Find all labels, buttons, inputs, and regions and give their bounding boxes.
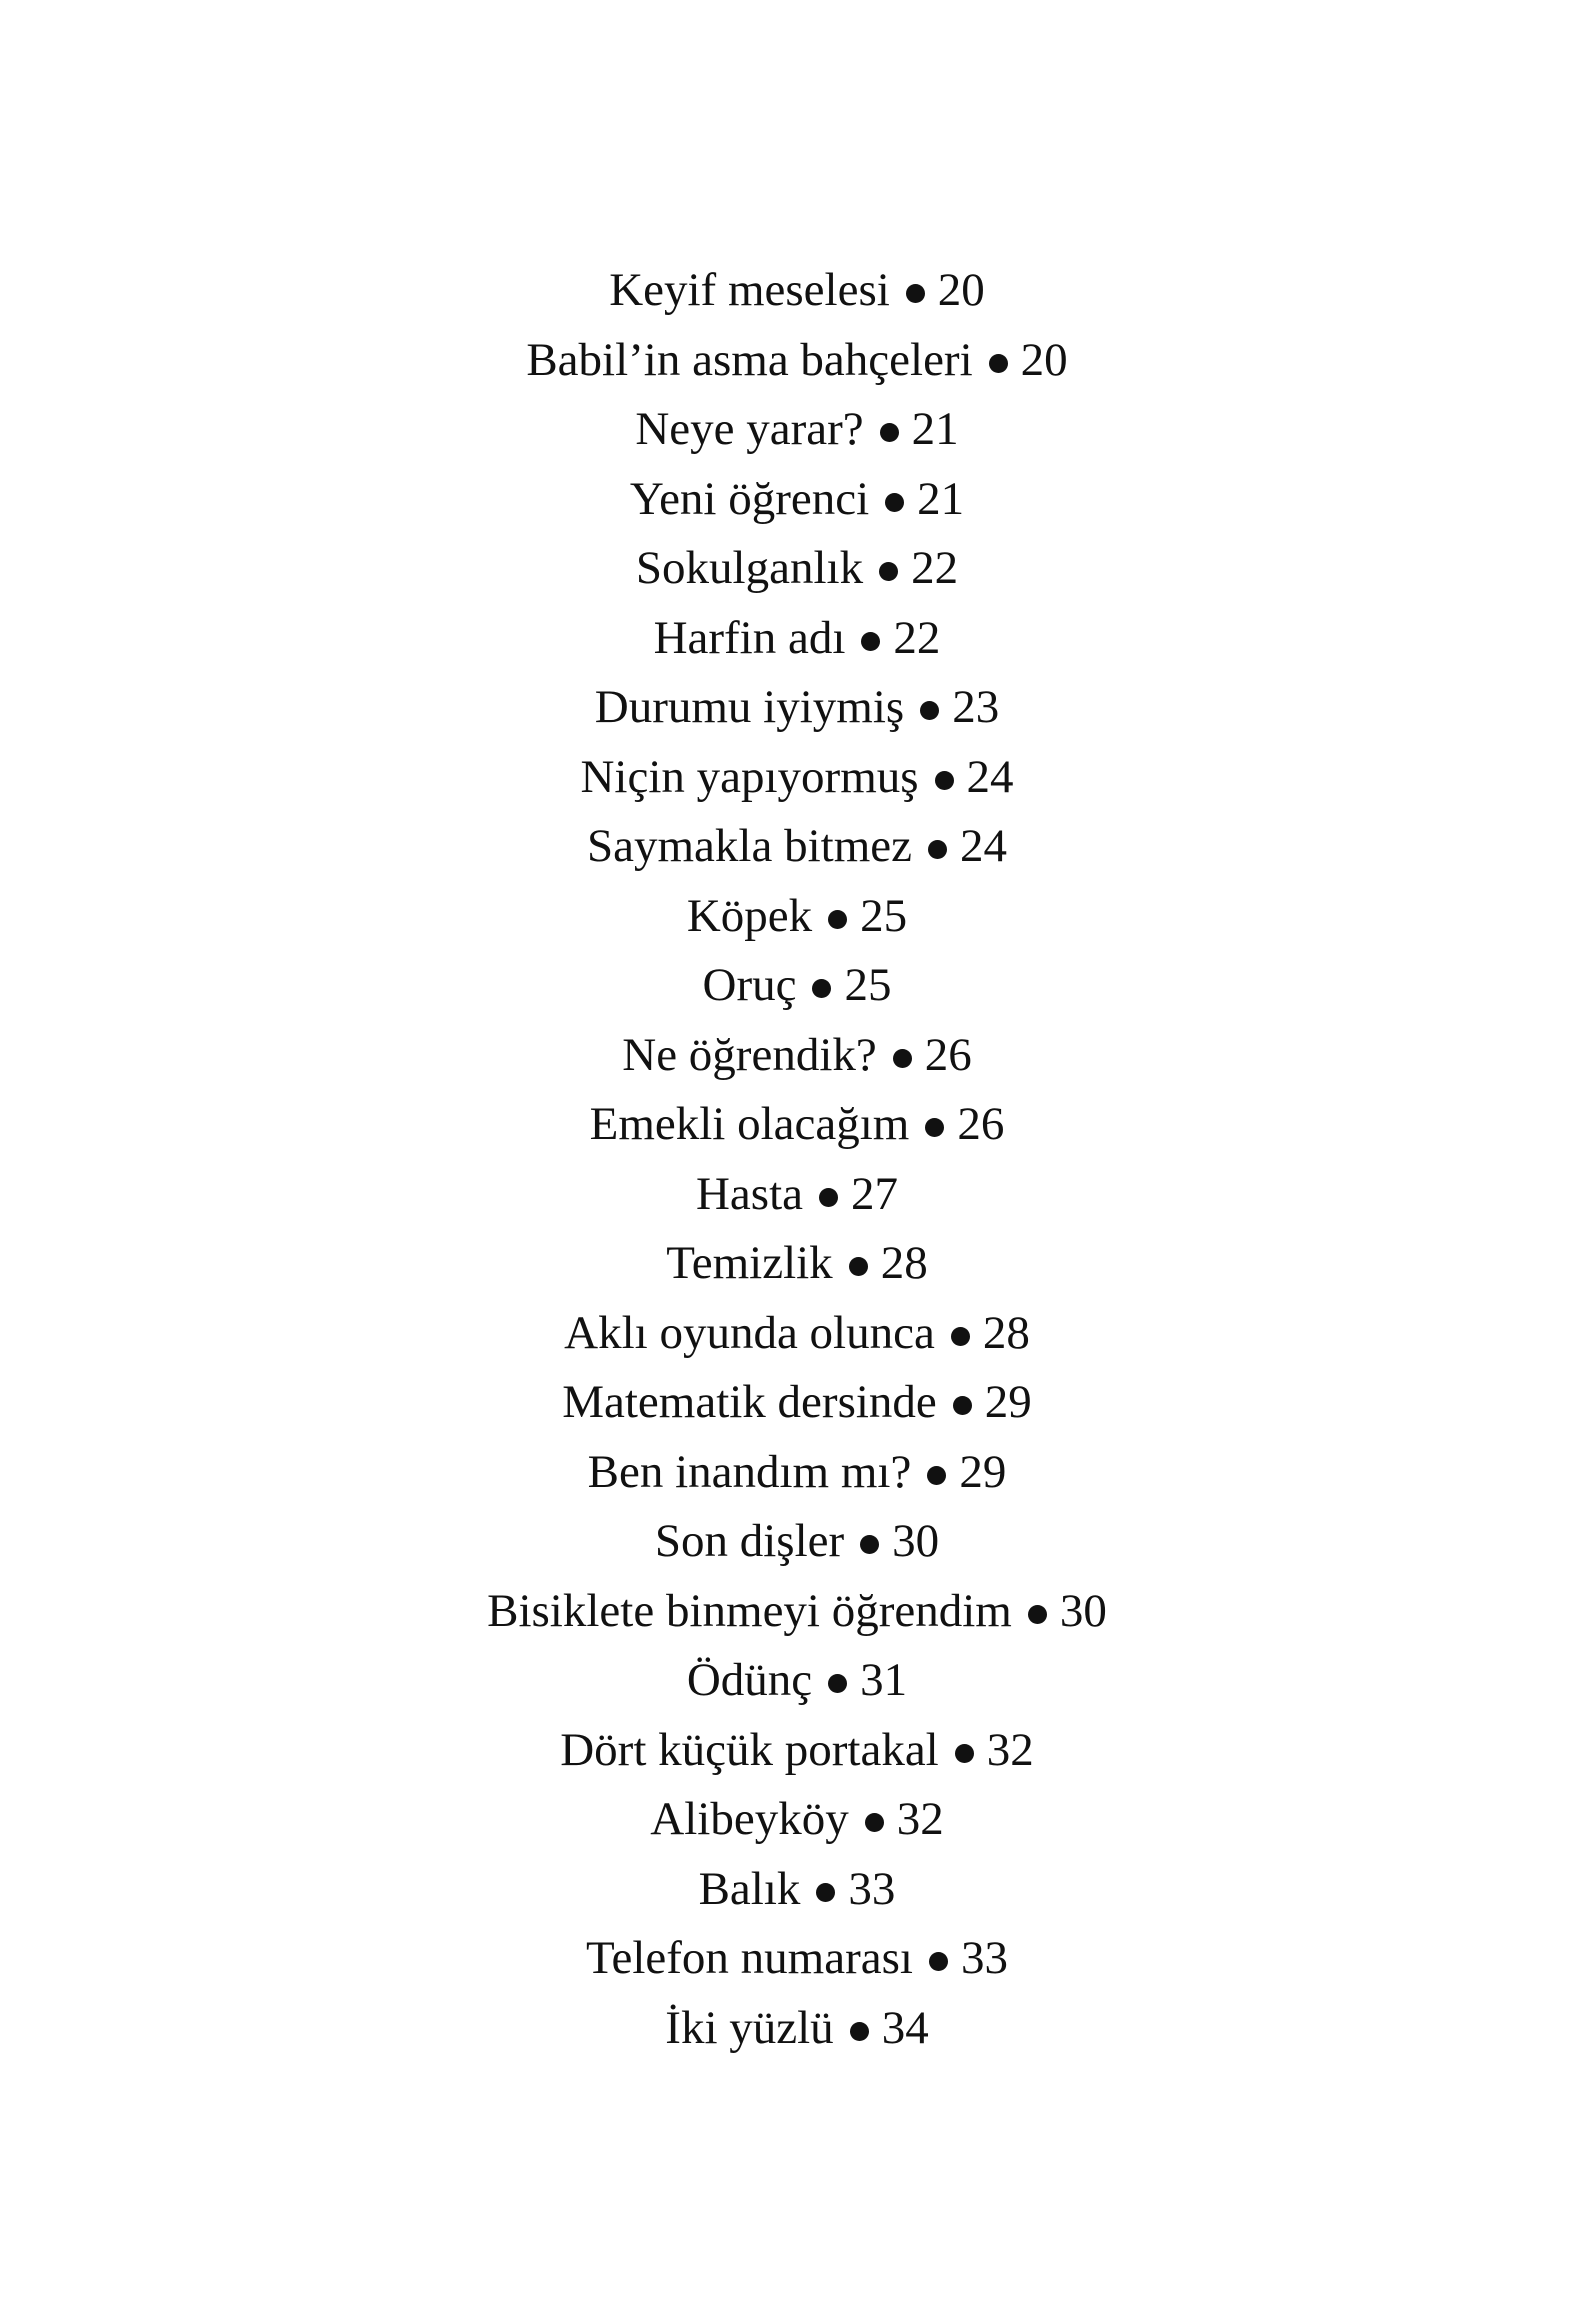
toc-entry-page-number: 22: [911, 542, 959, 594]
toc-entry: [0, 1785, 1594, 1855]
bullet-dot-icon: [816, 1883, 835, 1902]
toc-entry-title: Harfin adı: [653, 611, 846, 664]
toc-entry-title: Ödünç: [686, 1654, 813, 1706]
bullet-dot-icon: [880, 423, 899, 442]
toc-entry-title: Durumu iyiymiş: [594, 681, 905, 733]
toc-entry: [0, 326, 1594, 396]
toc-entry-title: Neye yarar?: [635, 403, 864, 455]
toc-entry-title: Keyif meselesi: [609, 264, 890, 316]
toc-entry-title: Balık: [698, 1862, 801, 1915]
toc-entry-page-number: 28: [982, 1306, 1030, 1359]
toc-entry-title: Babil’in asma bahçeleri: [526, 333, 973, 386]
toc-entry-page-number: 24: [966, 750, 1014, 803]
toc-entry-page-number: 26: [957, 1098, 1005, 1150]
toc-entry: [0, 1368, 1594, 1438]
toc-entry-page-number: 31: [860, 1654, 908, 1706]
toc-entry-page-number: 22: [893, 611, 941, 664]
toc-entry-title: Temizlik: [666, 1237, 833, 1289]
toc-entry: [0, 1438, 1594, 1508]
toc-entry-title: İki yüzlü: [665, 2001, 834, 2054]
toc-entry: [0, 1299, 1594, 1369]
bullet-dot-icon: [955, 1744, 974, 1763]
toc-entry-page-number: 33: [960, 1932, 1008, 1984]
toc-entry-page-number: 29: [984, 1376, 1032, 1428]
toc-entry-page-number: 24: [959, 820, 1007, 872]
bullet-dot-icon: [953, 1396, 972, 1415]
toc-entry-title: Sokulganlık: [635, 542, 864, 594]
toc-entry-title: Matematik dersinde: [562, 1376, 937, 1428]
toc-entry-page-number: 34: [881, 2001, 929, 2054]
toc-entry: [0, 1507, 1594, 1577]
table-of-contents: [0, 256, 1594, 2063]
toc-entry: [0, 1577, 1594, 1647]
toc-entry: [0, 1716, 1594, 1786]
toc-entry-title: Son dişler: [654, 1515, 845, 1567]
toc-entry: [0, 1021, 1594, 1091]
toc-entry-page-number: 29: [959, 1445, 1007, 1498]
toc-entry-title: Bisiklete binmeyi öğrendim: [487, 1584, 1012, 1637]
bullet-dot-icon: [860, 1535, 879, 1554]
toc-entry-page-number: 20: [937, 264, 985, 316]
bullet-dot-icon: [879, 562, 898, 581]
toc-entry-page-number: 23: [952, 681, 1000, 733]
bullet-dot-icon: [928, 840, 947, 859]
toc-entry-title: Aklı oyunda olunca: [564, 1306, 935, 1359]
toc-entry: [0, 1855, 1594, 1925]
toc-entry-page-number: 25: [844, 959, 892, 1011]
toc-entry-title: Oruç: [702, 959, 797, 1011]
toc-entry-title: Niçin yapıyormuş: [580, 750, 919, 803]
bullet-dot-icon: [885, 493, 904, 512]
toc-entry-title: Saymakla bitmez: [587, 820, 912, 872]
bullet-dot-icon: [819, 1188, 838, 1207]
toc-entry-title: Alibeyköy: [650, 1793, 849, 1845]
toc-entry-page-number: 25: [860, 889, 908, 942]
bullet-dot-icon: [828, 1674, 847, 1693]
bullet-dot-icon: [925, 1118, 944, 1137]
toc-entry-page-number: 33: [848, 1862, 896, 1915]
bullet-dot-icon: [920, 701, 939, 720]
toc-entry: [0, 1160, 1594, 1230]
bullet-dot-icon: [906, 284, 925, 303]
toc-entry: [0, 1924, 1594, 1994]
toc-entry: [0, 951, 1594, 1021]
toc-entry-title: Yeni öğrenci: [629, 472, 870, 525]
toc-entry: [0, 1090, 1594, 1160]
toc-entry-page-number: 30: [1059, 1584, 1107, 1637]
bullet-dot-icon: [849, 1257, 868, 1276]
toc-entry-page-number: 26: [924, 1028, 972, 1081]
toc-entry-page-number: 21: [911, 403, 959, 455]
toc-entry: [0, 673, 1594, 743]
toc-entry-page-number: 28: [880, 1237, 928, 1289]
toc-entry: [0, 1229, 1594, 1299]
toc-entry-title: Telefon numarası: [586, 1932, 913, 1984]
toc-entry: [0, 882, 1594, 952]
toc-entry-title: Emekli olacağım: [589, 1098, 910, 1150]
bullet-dot-icon: [951, 1327, 970, 1346]
toc-entry: [0, 256, 1594, 326]
bullet-dot-icon: [861, 632, 880, 651]
toc-entry-title: Dört küçük portakal: [560, 1723, 939, 1776]
bullet-dot-icon: [1028, 1605, 1047, 1624]
toc-entry-page-number: 20: [1020, 333, 1068, 386]
toc-entry-title: Hasta: [695, 1167, 803, 1220]
bullet-dot-icon: [935, 771, 954, 790]
toc-entry-page-number: 27: [851, 1167, 898, 1220]
toc-entry-page-number: 32: [986, 1723, 1034, 1776]
toc-entry: [0, 1994, 1594, 2064]
toc-entry-title: Ne öğrendik?: [622, 1028, 877, 1081]
bullet-dot-icon: [865, 1813, 884, 1832]
toc-entry: [0, 604, 1594, 674]
toc-entry: [0, 812, 1594, 882]
bullet-dot-icon: [893, 1049, 912, 1068]
toc-entry-page-number: 21: [917, 472, 965, 525]
toc-entry: [0, 743, 1594, 813]
toc-entry-page-number: 30: [892, 1515, 940, 1567]
toc-entry-title: Ben inandım mı?: [587, 1445, 912, 1498]
bullet-dot-icon: [812, 979, 831, 998]
bullet-dot-icon: [927, 1466, 946, 1485]
bullet-dot-icon: [828, 910, 847, 929]
bullet-dot-icon: [850, 2022, 869, 2041]
toc-entry: [0, 395, 1594, 465]
bullet-dot-icon: [989, 354, 1008, 373]
toc-entry: [0, 465, 1594, 535]
toc-entry-page-number: 32: [896, 1793, 944, 1845]
toc-entry-title: Köpek: [686, 889, 813, 942]
bullet-dot-icon: [929, 1952, 948, 1971]
toc-entry: [0, 1646, 1594, 1716]
toc-entry: [0, 534, 1594, 604]
